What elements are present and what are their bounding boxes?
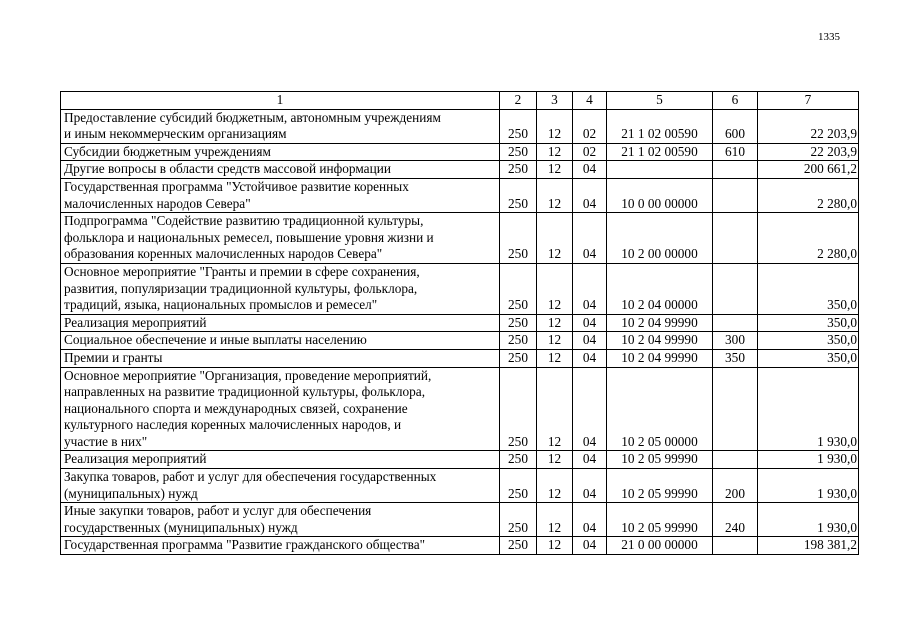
header-cell-7: 7 bbox=[758, 92, 859, 110]
subsection-code-cell: 02 bbox=[573, 143, 607, 161]
target-article-cell: 10 2 04 99990 bbox=[607, 349, 713, 367]
expense-type-cell: 610 bbox=[713, 143, 758, 161]
amount-cell: 2 280,0 bbox=[758, 178, 859, 212]
header-cell-4: 4 bbox=[573, 92, 607, 110]
ministry-code-cell: 250 bbox=[500, 161, 537, 179]
table-row bbox=[61, 109, 859, 143]
amount-cell: 350,0 bbox=[758, 263, 859, 314]
subsection-code-cell: 04 bbox=[573, 349, 607, 367]
item-name-cell: Предоставление субсидий бюджетным, автономным учреждениям и иным некоммерческим организациям bbox=[61, 109, 500, 143]
table-row bbox=[61, 503, 859, 537]
item-name-cell: Основное мероприятие "Организация, проведение мероприятий, направленных на развитие традиционной культуры, фольклора, национального спорта и международных связей, сохранение культурного наследия коренных малочисленных народов, и участие в них" bbox=[61, 367, 500, 451]
expense-type-cell: 200 bbox=[713, 469, 758, 503]
target-article-cell: 10 2 05 99990 bbox=[607, 469, 713, 503]
expense-type-cell bbox=[713, 451, 758, 469]
section-code-cell: 12 bbox=[537, 349, 573, 367]
amount-cell: 350,0 bbox=[758, 332, 859, 350]
expense-type-cell bbox=[713, 537, 758, 555]
header-cell-3: 3 bbox=[537, 92, 573, 110]
section-code-cell: 12 bbox=[537, 469, 573, 503]
item-name-cell: Государственная программа "Развитие гражданского общества" bbox=[61, 537, 500, 555]
ministry-code-cell: 250 bbox=[500, 332, 537, 350]
section-code-cell: 12 bbox=[537, 537, 573, 555]
ministry-code-cell: 250 bbox=[500, 469, 537, 503]
subsection-code-cell: 04 bbox=[573, 314, 607, 332]
ministry-code-cell: 250 bbox=[500, 367, 537, 451]
subsection-code-cell: 02 bbox=[573, 109, 607, 143]
target-article-cell: 21 1 02 00590 bbox=[607, 143, 713, 161]
target-article-cell: 10 2 05 99990 bbox=[607, 451, 713, 469]
table-row bbox=[61, 469, 859, 503]
item-name-cell: Государственная программа "Устойчивое развитие коренных малочисленных народов Севера" bbox=[61, 178, 500, 212]
ministry-code-cell: 250 bbox=[500, 349, 537, 367]
table-row bbox=[61, 314, 859, 332]
section-code-cell: 12 bbox=[537, 109, 573, 143]
section-code-cell: 12 bbox=[537, 161, 573, 179]
expense-type-cell: 350 bbox=[713, 349, 758, 367]
expense-type-cell bbox=[713, 314, 758, 332]
section-code-cell: 12 bbox=[537, 263, 573, 314]
target-article-cell: 10 2 05 00000 bbox=[607, 367, 713, 451]
ministry-code-cell: 250 bbox=[500, 314, 537, 332]
amount-cell: 1 930,0 bbox=[758, 503, 859, 537]
ministry-code-cell: 250 bbox=[500, 109, 537, 143]
amount-cell: 1 930,0 bbox=[758, 451, 859, 469]
subsection-code-cell: 04 bbox=[573, 451, 607, 469]
ministry-code-cell: 250 bbox=[500, 143, 537, 161]
subsection-code-cell: 04 bbox=[573, 332, 607, 350]
expense-type-cell: 300 bbox=[713, 332, 758, 350]
expense-type-cell: 240 bbox=[713, 503, 758, 537]
target-article-cell: 10 2 04 99990 bbox=[607, 332, 713, 350]
amount-cell: 200 661,2 bbox=[758, 161, 859, 179]
header-row bbox=[61, 92, 859, 110]
expense-type-cell bbox=[713, 367, 758, 451]
table-row bbox=[61, 263, 859, 314]
target-article-cell: 21 0 00 00000 bbox=[607, 537, 713, 555]
expense-type-cell: 600 bbox=[713, 109, 758, 143]
target-article-cell bbox=[607, 161, 713, 179]
amount-cell: 2 280,0 bbox=[758, 213, 859, 264]
budget-table bbox=[60, 91, 859, 555]
item-name-cell: Премии и гранты bbox=[61, 349, 500, 367]
table-row bbox=[61, 451, 859, 469]
page-number: 1335 bbox=[818, 31, 840, 43]
target-article-cell: 10 2 04 00000 bbox=[607, 263, 713, 314]
section-code-cell: 12 bbox=[537, 213, 573, 264]
header-cell-5: 5 bbox=[607, 92, 713, 110]
ministry-code-cell: 250 bbox=[500, 178, 537, 212]
section-code-cell: 12 bbox=[537, 143, 573, 161]
ministry-code-cell: 250 bbox=[500, 537, 537, 555]
amount-cell: 350,0 bbox=[758, 349, 859, 367]
table-row bbox=[61, 178, 859, 212]
header-cell-1: 1 bbox=[61, 92, 500, 110]
item-name-cell: Реализация мероприятий bbox=[61, 314, 500, 332]
item-name-cell: Основное мероприятие "Гранты и премии в сфере сохранения, развития, популяризации традиционной культуры, фольклора, традиций, языка, национальных промыслов и ремесел" bbox=[61, 263, 500, 314]
expense-type-cell bbox=[713, 263, 758, 314]
target-article-cell: 10 2 00 00000 bbox=[607, 213, 713, 264]
subsection-code-cell: 04 bbox=[573, 469, 607, 503]
subsection-code-cell: 04 bbox=[573, 161, 607, 179]
item-name-cell: Иные закупки товаров, работ и услуг для обеспечения государственных (муниципальных) нужд bbox=[61, 503, 500, 537]
table-row bbox=[61, 367, 859, 451]
table-row bbox=[61, 537, 859, 555]
target-article-cell: 21 1 02 00590 bbox=[607, 109, 713, 143]
subsection-code-cell: 04 bbox=[573, 263, 607, 314]
section-code-cell: 12 bbox=[537, 367, 573, 451]
item-name-cell: Субсидии бюджетным учреждениям bbox=[61, 143, 500, 161]
amount-cell: 22 203,9 bbox=[758, 143, 859, 161]
item-name-cell: Закупка товаров, работ и услуг для обеспечения государственных (муниципальных) нужд bbox=[61, 469, 500, 503]
target-article-cell: 10 2 04 99990 bbox=[607, 314, 713, 332]
section-code-cell: 12 bbox=[537, 178, 573, 212]
expense-type-cell bbox=[713, 213, 758, 264]
table-row bbox=[61, 213, 859, 264]
header-cell-6: 6 bbox=[713, 92, 758, 110]
amount-cell: 350,0 bbox=[758, 314, 859, 332]
table-row bbox=[61, 332, 859, 350]
table-row bbox=[61, 349, 859, 367]
expense-type-cell bbox=[713, 178, 758, 212]
section-code-cell: 12 bbox=[537, 451, 573, 469]
section-code-cell: 12 bbox=[537, 503, 573, 537]
header-cell-2: 2 bbox=[500, 92, 537, 110]
section-code-cell: 12 bbox=[537, 332, 573, 350]
table-row bbox=[61, 143, 859, 161]
amount-cell: 1 930,0 bbox=[758, 367, 859, 451]
subsection-code-cell: 04 bbox=[573, 367, 607, 451]
subsection-code-cell: 04 bbox=[573, 178, 607, 212]
amount-cell: 198 381,2 bbox=[758, 537, 859, 555]
expense-type-cell bbox=[713, 161, 758, 179]
item-name-cell: Реализация мероприятий bbox=[61, 451, 500, 469]
amount-cell: 1 930,0 bbox=[758, 469, 859, 503]
ministry-code-cell: 250 bbox=[500, 451, 537, 469]
table-row bbox=[61, 161, 859, 179]
item-name-cell: Социальное обеспечение и иные выплаты населению bbox=[61, 332, 500, 350]
section-code-cell: 12 bbox=[537, 314, 573, 332]
item-name-cell: Другие вопросы в области средств массовой информации bbox=[61, 161, 500, 179]
item-name-cell: Подпрограмма "Содействие развитию традиционной культуры, фольклора и национальных ремесел, повышение уровня жизни и образования коренных малочисленных народов Севера" bbox=[61, 213, 500, 264]
target-article-cell: 10 2 05 99990 bbox=[607, 503, 713, 537]
ministry-code-cell: 250 bbox=[500, 503, 537, 537]
subsection-code-cell: 04 bbox=[573, 503, 607, 537]
ministry-code-cell: 250 bbox=[500, 213, 537, 264]
target-article-cell: 10 0 00 00000 bbox=[607, 178, 713, 212]
amount-cell: 22 203,9 bbox=[758, 109, 859, 143]
subsection-code-cell: 04 bbox=[573, 537, 607, 555]
subsection-code-cell: 04 bbox=[573, 213, 607, 264]
ministry-code-cell: 250 bbox=[500, 263, 537, 314]
